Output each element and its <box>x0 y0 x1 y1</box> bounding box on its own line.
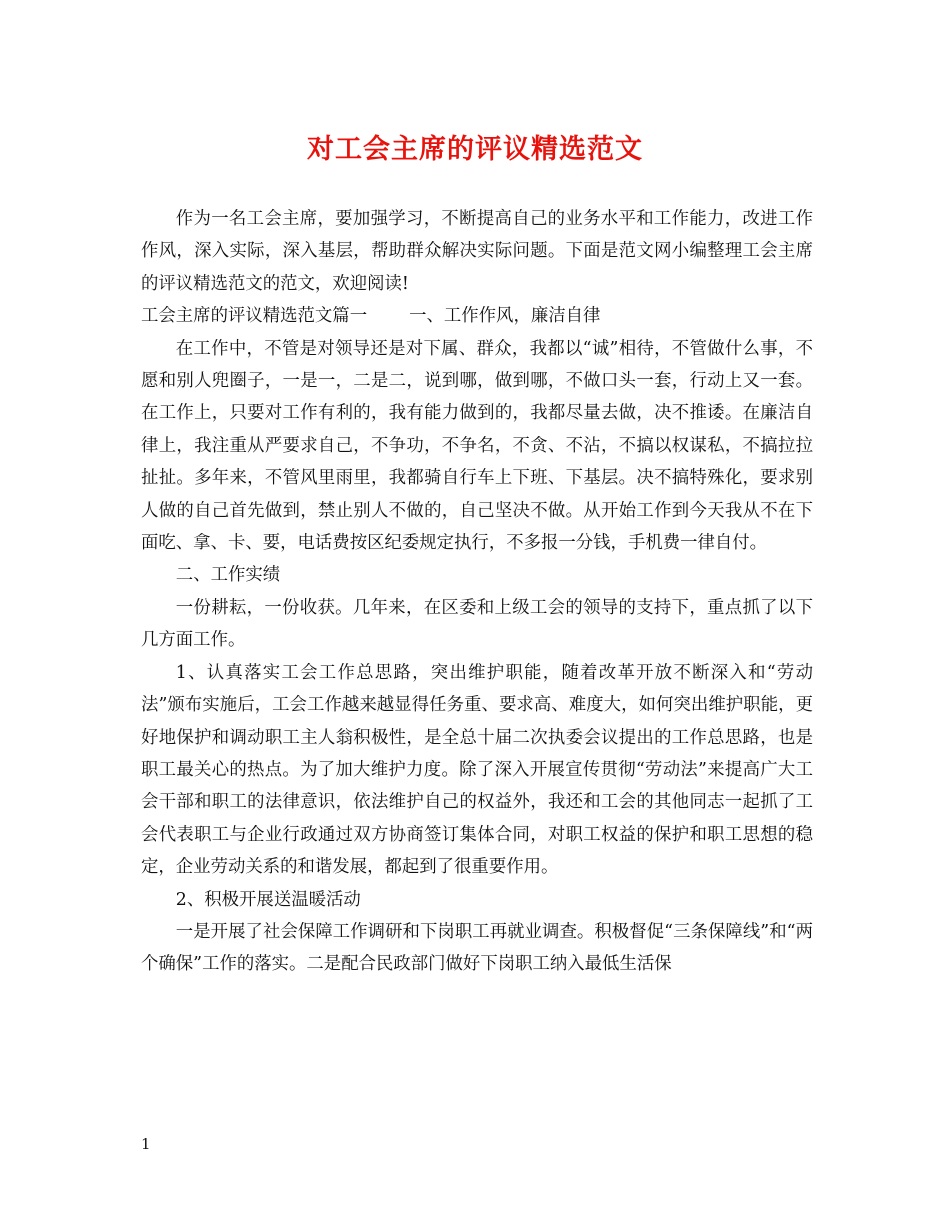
section-heading-1: 一、工作作风，廉洁自律 <box>409 306 601 327</box>
paragraph-2: 一份耕耘，一份收获。几年来，在区委和上级工会的领导的支持下，重点抓了以下几方面工作。 <box>141 597 813 651</box>
intro-paragraph: 作为一名工会主席，要加强学习，不断提高自己的业务水平和工作能力，改进工作作风，深入实际，深入基层，帮助群众解决实际问题。下面是范文网小编整理工会主席的评议精选范文的范文，欢迎阅读! <box>141 209 813 294</box>
paragraph-3: 1、认真落实工会工作总思路，突出维护职能，随着改革开放不断深入和“劳动法”颁布实施后，工会工作越来越显得任务重、要求高、难度大，如何突出维护职能，更好地保护和调动职工主人翁积极性，是全总十届二次执委会议提出的工作总思路，也是职工最关心的热点。为了加大维护力度。除了深入开展宣传贯彻“劳动法”来提高广大工会干部和职工的法律意识，依法维护自己的权益外，我还和工会的其他同志一起抓了工会代表职工与企业行政通过双方协商签订集体合同，对职工权益的保护和职工思想的稳定，企业劳动关系的和谐发展，都起到了很重要作用。 <box>141 662 813 878</box>
section-heading-2: 二、工作实绩 <box>175 565 281 586</box>
section-heading-3: 2、积极开展送温暖活动 <box>175 889 361 910</box>
paragraph-4: 一是开展了社会保障工作调研和下岗职工再就业调查。积极督促“三条保障线”和“两个确保”工作的落实。二是配合民政部门做好下岗职工纳入最低生活保 <box>141 921 813 975</box>
section-label: 工会主席的评议精选范文篇一 <box>141 306 368 327</box>
document-body <box>141 203 813 981</box>
document-title: 对工会主席的评议精选范文 <box>307 134 643 165</box>
section-label-line <box>141 300 813 332</box>
paragraph-1: 在工作中，不管是对领导还是对下属、群众，我都以“诚”相待，不管做什么事，不愿和别人兜圈子，一是一，二是二，说到哪，做到哪，不做口头一套，行动上又一套。在工作上，只要对工作有利的，我有能力做到的，我都尽量去做，决不推诿。在廉洁自律上，我注重从严要求自己，不争功，不争名，不贪、不沾，不搞以权谋私，不搞拉拉扯扯。多年来，不管风里雨里，我都骑自行车上下班、下基层。决不搞特殊化，要求别人做的自己首先做到，禁止别人不做的，自己坚决不做。从开始工作到今天我从不在下面吃、拿、卡、要，电话费按区纪委规定执行，不多报一分钱，手机费一律自付。 <box>141 338 813 554</box>
page-number: 1 <box>141 1135 151 1153</box>
